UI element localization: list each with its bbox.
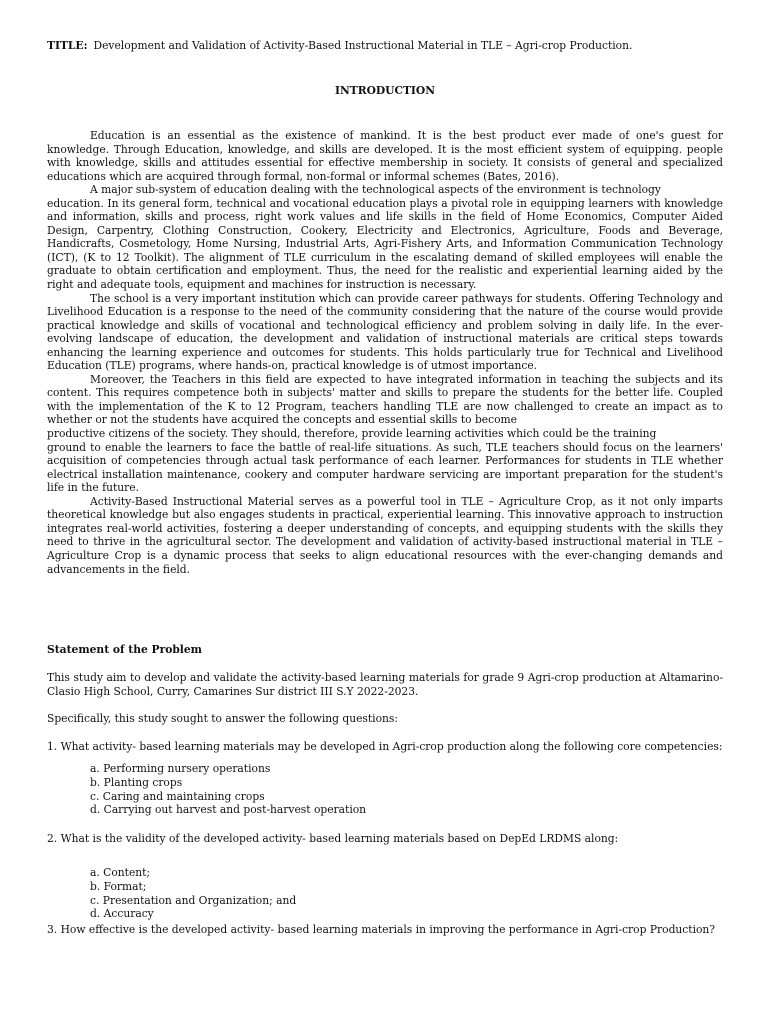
list-item: b. Planting crops <box>90 775 183 789</box>
question-1-list <box>90 762 690 817</box>
introduction-body <box>47 129 723 576</box>
paragraph: The school is a very important institution which can provide career pathways for students. Offering Technology and Livelihood Education is a response to the need of the community considering that the nature of the course would provide practical knowledge and skills of vocational and technological efficiency and problem solving in daily life. In the ever-evolving landscape of education, the development and validation of instructional materials are critical steps towards enhancing the learning experience and outcomes for students. This holds particularly true for Technical and Livelihood Education (TLE) programs, where hands-on, practical knowledge is of utmost importance. <box>47 291 723 373</box>
question-2-list <box>90 866 690 921</box>
paragraph: A major sub-system of education dealing with the technological aspects of the environment is technology <box>90 183 661 197</box>
specifically-text: Specifically, this study sought to answer the following questions: <box>47 712 399 725</box>
document-title <box>47 39 723 52</box>
list-item: a. Content; <box>90 866 151 879</box>
list-item: b. Format; <box>90 879 147 893</box>
paragraph-continued: ground to enable the learners to face the battle of real-life situations. As such, TLE teachers should focus on the learners' acquisition of competencies through actual task performance of each learner. Performances for students in TLE whether electrical installation maintenance, cookery and computer hardware servicing are important preparation for the student's life in the future. <box>47 440 723 495</box>
title-text: Development and Validation of Activity-Based Instructional Material in TLE – Agri-crop Production. <box>93 39 633 52</box>
introduction-heading: INTRODUCTION <box>334 84 436 97</box>
question-3: 3. How effective is the developed activity- based learning materials in improving the performance in Agri-crop Production? <box>47 923 716 936</box>
list-item: c. Caring and maintaining crops <box>90 789 265 803</box>
question-2: 2. What is the validity of the developed activity- based learning materials based on DepEd LRDMS along: <box>47 832 619 845</box>
paragraph: Education is an essential as the existence of mankind. It is the best product ever made of one's guest for knowledge. Through Education, knowledge, and skills are developed. It is the most efficient system of equipping. people with knowledge, skills and attitudes essential for effective membership in society. It consists of general and specialized educations which are acquired through formal, non-formal or informal schemes (Bates, 2016). <box>47 129 723 183</box>
paragraph: Moreover, the Teachers in this field are expected to have integrated information in teaching the subjects and its content. This requires competence both in subjects' matter and skills to prepare the students for the better life. Coupled with the implementation of the K to 12 Program, teachers handling TLE are now challenged to create an impact as to whether or not the students have acquired the concepts and essential skills to become <box>47 372 723 427</box>
question-1: 1. What activity- based learning materials may be developed in Agri-crop production along the following core competencies: <box>47 740 723 753</box>
title-label: TITLE: <box>47 39 88 52</box>
list-item: d. Carrying out harvest and post-harvest operation <box>90 803 367 817</box>
list-item: d. Accuracy <box>90 907 154 921</box>
list-item: a. Performing nursery operations <box>90 762 271 775</box>
list-item: c. Presentation and Organization; and <box>90 893 297 907</box>
paragraph: Activity-Based Instructional Material serves as a powerful tool in TLE – Agriculture Crop, as it not only imparts theoretical knowledge but also engages students in practical, experiential learning. This innovative approach to instruction integrates real-world activities, fostering a deeper understanding of concepts, and equipping students with the skills they need to thrive in the agricultural sector. The development and validation of activity-based instructional material in TLE – Agriculture Crop is a dynamic process that seeks to align educational resources with the ever-changing demands and advancements in the field. <box>47 494 723 576</box>
problem-heading: Statement of the Problem <box>47 643 202 656</box>
study-aim: This study aim to develop and validate the activity-based learning materials for grade 9 Agri-crop production at Altamarino-Clasio High School, Curry, Camarines Sur district III S.Y 2022-2023. <box>47 671 723 698</box>
paragraph-continued: productive citizens of the society. They should, therefore, provide learning activities which could be the training <box>47 427 657 441</box>
paragraph-continued: education. In its general form, technical and vocational education plays a pivotal role in equipping learners with knowledge and information, skills and process, right work values and life skills in the field of Home Economics, Computer Aided Design, Carpentry, Clothing Construction, Cookery, Electricity and Electronics, Agriculture, Foods and Beverage, Handicrafts, Cosmetology, Home Nursing, Industrial Arts, Agri-Fishery Arts, and Information Communication Technology (ICT), (K to 12 Toolkit). The alignment of TLE curriculum in the escalating demand of skilled employees will enable the graduate to obtain certification and employment. Thus, the need for the realistic and experiential learning aided by the right and adequate tools, equipment and machines for instruction is necessary. <box>47 196 723 292</box>
